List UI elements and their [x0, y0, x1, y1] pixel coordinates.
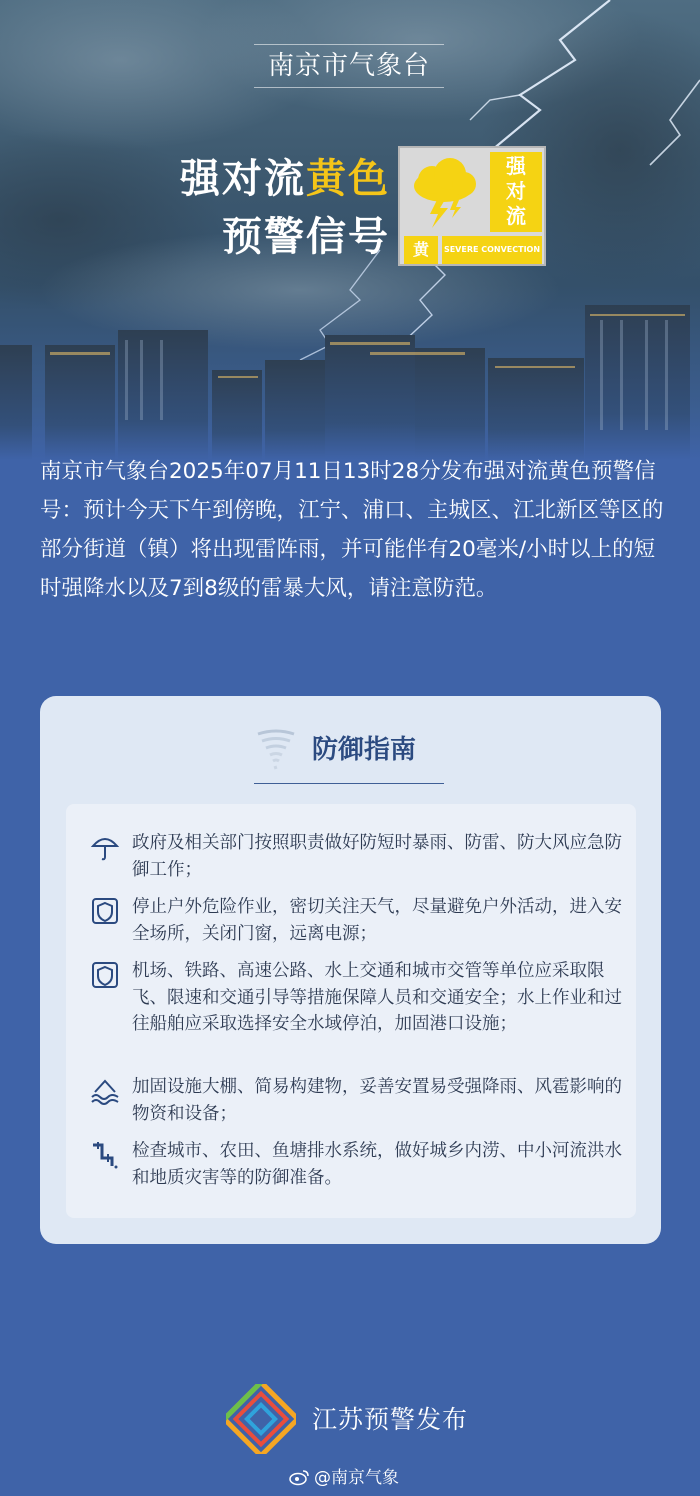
thunderstorm-cloud-icon	[404, 152, 486, 232]
jiangsu-warning-logo	[226, 1384, 296, 1454]
signal-type-label	[490, 152, 542, 232]
signal-english-label: SEVERE CONVECTION	[442, 236, 542, 264]
shield-icon	[90, 896, 120, 926]
umbrella-icon	[90, 832, 120, 862]
weibo-icon	[288, 1468, 310, 1486]
weibo-handle[interactable]	[288, 1466, 428, 1492]
guide-item-text: 检查城市、农田、鱼塘排水系统，做好城乡内涝、中小河流洪水和地质灾害等的防御准备。	[132, 1141, 622, 1188]
shield-icon	[90, 960, 120, 990]
signal-type-text: 强对流	[506, 154, 526, 228]
warning-announcement: 南京市气象台2025年07月11日13时28分发布强对流黄色预警信号：预计今天下午到傍晚，江宁、浦口、主城区、江北新区等区的部分街道（镇）将出现雷阵雨，并可能伴有20毫米/小时以上的短时强降水以及7到8级的雷暴大风，请注意防范。	[40, 459, 664, 601]
drain-pipe-icon	[90, 1140, 120, 1170]
warning-level-text: 黄色	[306, 156, 390, 202]
brand-name: 江苏预警发布	[312, 1405, 469, 1434]
guide-header	[254, 722, 444, 784]
defense-guide-card	[40, 696, 661, 1244]
brand-footer	[226, 1384, 486, 1454]
guide-title: 防御指南	[312, 735, 417, 765]
warning-signal-badge	[398, 146, 546, 266]
weibo-handle-text: @南京气象	[314, 1468, 399, 1488]
warning-signal-text: 预警信号	[222, 214, 390, 260]
tornado-icon	[254, 726, 298, 770]
guide-item-text: 停止户外危险作业，密切关注天气，尽量避免户外活动，进入安全场所，关闭门窗，远离电源；	[132, 897, 622, 944]
guide-item-text: 机场、铁路、高速公路、水上交通和城市交管等单位应采取限飞、限速和交通引导等措施保障人员和交通安全；水上作业和过往船舶应采取选择安全水域停泊，加固港口设施；	[132, 961, 622, 1034]
signal-level-label: 黄	[404, 236, 438, 264]
flood-house-icon	[90, 1076, 120, 1106]
warning-type-text: 强对流	[180, 156, 306, 202]
guide-list	[66, 804, 636, 1218]
guide-item-text: 政府及相关部门按照职责做好防短时暴雨、防雷、防大风应急防御工作；	[132, 833, 622, 880]
warning-title	[150, 150, 390, 266]
org-title: 南京市气象台	[254, 44, 444, 88]
hero-banner	[0, 0, 700, 460]
city-skyline-illustration	[0, 300, 700, 460]
guide-item-text: 加固设施大棚、简易构建物，妥善安置易受强降雨、风雹影响的物资和设备；	[132, 1077, 622, 1124]
